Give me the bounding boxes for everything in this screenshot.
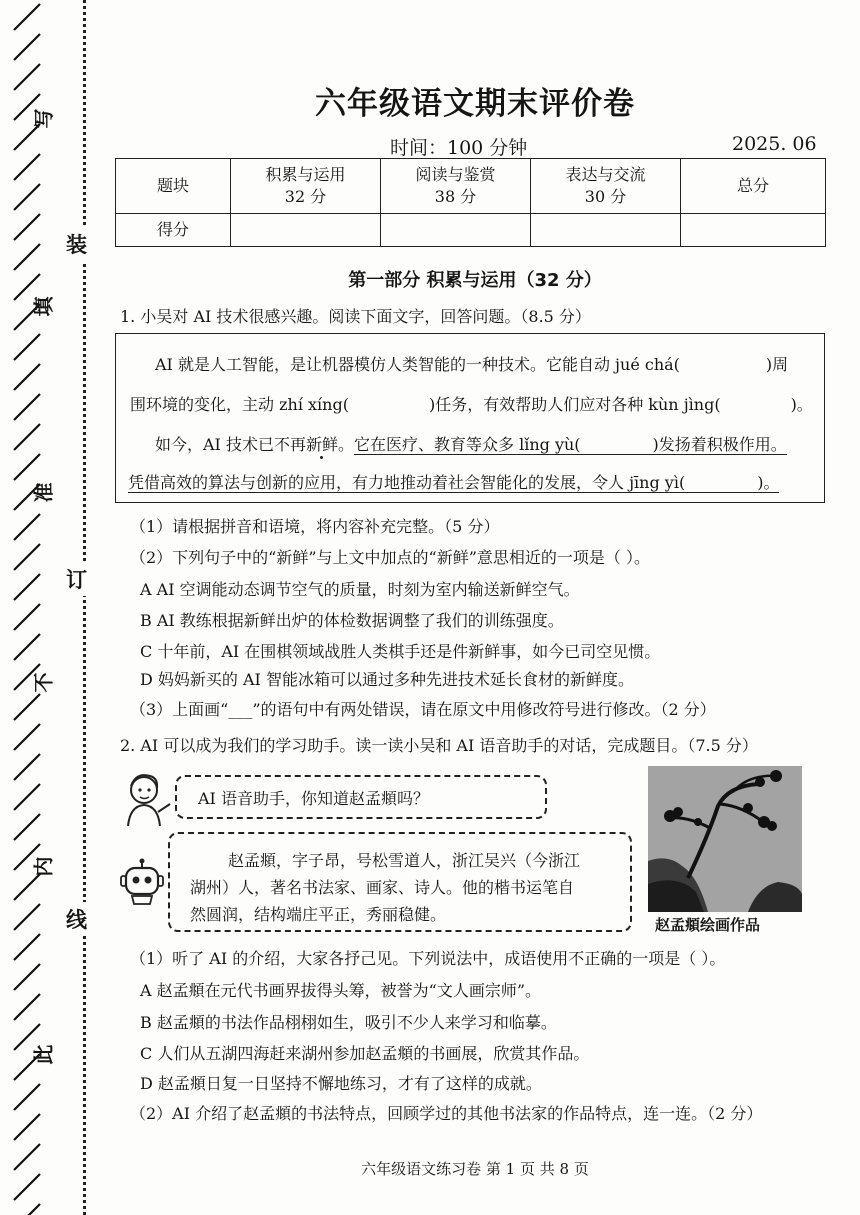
margin-slash [14, 814, 40, 840]
margin-slash [14, 394, 40, 420]
margin-slash [14, 694, 40, 720]
margin-slash [14, 154, 40, 180]
score-cell: 得分 [116, 214, 231, 247]
passage-text: 围环境的变化，主动 zhí xíng( [130, 395, 349, 414]
margin-slash [14, 934, 40, 960]
passage-line-2 [130, 392, 813, 415]
q1-stem: 1. 小吴对 AI 技术很感兴趣。阅读下面文字，回答问题。（8.5 分） [120, 307, 591, 326]
margin-slash [14, 214, 40, 240]
q2-option-b: B 赵孟頫的书法作品栩栩如生，吸引不少人来学习和临摹。 [140, 1013, 557, 1032]
score-cell [381, 214, 531, 247]
margin-slash [14, 904, 40, 930]
margin-slash [14, 784, 40, 810]
q2-option-a: A 赵孟頫在元代书画界拔得头筹，被誉为“文人画宗师”。 [140, 981, 542, 1000]
passage-line-3 [155, 432, 787, 455]
margin-slash [14, 514, 40, 540]
margin-slash [14, 544, 40, 570]
passage-text: )周 [765, 355, 789, 374]
score-cell: 题块 [116, 159, 231, 214]
q2-stem: 2. AI 可以成为我们的学习助手。读一读小吴和 AI 语音助手的对话，完成题目。（7.5 分） [120, 736, 758, 755]
margin-slash [14, 364, 40, 390]
exam-date: 2025. 06 [732, 133, 817, 155]
q1-option-c: C 十年前，AI 在围棋领域战胜人类棋手还是件新鲜事，如今已司空见惯。 [140, 642, 661, 661]
margin-slash [14, 634, 40, 660]
q1-option-d: D 妈妈新买的 AI 智能冰箱可以通过多种先进技术延长食材的新鲜度。 [140, 670, 634, 689]
student-avatar-icon [122, 770, 174, 828]
passage-line-1 [155, 352, 788, 375]
binding-dotted-line [83, 0, 86, 1215]
margin-char-xie: 写 [31, 108, 56, 129]
seal-char-xian: 线 [66, 902, 87, 936]
margin-slash [14, 64, 40, 90]
margin-slash [14, 1174, 40, 1200]
robot-avatar-icon [120, 858, 164, 906]
q1-option-a: A AI 空调能动态调节空气的质量，时刻为室内输送新鲜空气。 [140, 580, 580, 599]
margin-slash [14, 754, 40, 780]
score-table [115, 158, 826, 247]
score-cell: 阅读与鉴赏 38 分 [381, 159, 531, 214]
q1-option-b: B AI 教练根据新鲜出炉的体检数据调整了我们的训练强度。 [140, 611, 564, 630]
score-cell [681, 214, 826, 247]
margin-slash [14, 1144, 40, 1170]
margin-slash [14, 1084, 40, 1110]
margin-char-nei: 内 [31, 856, 56, 877]
score-table-header-row [116, 159, 826, 214]
q2-option-d: D 赵孟頫日复一日坚持不懈地练习，才有了这样的成就。 [140, 1074, 542, 1093]
passage-text: 如今，AI 技术已不再 [155, 435, 306, 454]
score-table-score-row [116, 214, 826, 247]
margin-slash [14, 184, 40, 210]
seal-char-ding: 订 [66, 562, 87, 596]
passage-text: AI 就是人工智能，是让机器模仿人类智能的一种技术。它能自动 jué chá( [155, 355, 680, 374]
margin-slash-pattern [0, 0, 82, 1215]
student-question: AI 语音助手，你知道赵孟頫吗？ [198, 789, 429, 808]
margin-slash [14, 424, 40, 450]
margin-char-bu: 不 [31, 672, 56, 693]
margin-slash [14, 604, 40, 630]
passage-text: )。 [790, 395, 813, 414]
margin-slash [14, 994, 40, 1020]
margin-slash [14, 1204, 40, 1215]
page-title: 六年级语文期末评价卷 [315, 86, 635, 122]
margin-slash [14, 964, 40, 990]
ai-answer-line: 湖州）人，著名书法家、画家、诗人。他的楷书运笔自 [190, 878, 575, 897]
painting-caption: 赵孟頫绘画作品 [655, 916, 761, 934]
score-cell: 积累与运用 32 分 [231, 159, 381, 214]
seal-char-zhuang: 装 [66, 227, 87, 261]
margin-slash [14, 244, 40, 270]
q1-sub1: （1）请根据拼音和语境，将内容补充完整。（5 分） [130, 517, 500, 536]
margin-char-tian: 填 [31, 296, 56, 317]
page-footer: 六年级语文练习卷 第 1 页 共 8 页 [361, 1160, 589, 1178]
margin-slash [14, 34, 40, 60]
score-cell [231, 214, 381, 247]
underlined-text: )。 [757, 473, 780, 492]
q2-sub2: （2）AI 介绍了赵孟頫的书法特点，回顾学过的其他书法家的作品特点，连一连。（2 分） [130, 1104, 763, 1123]
zhao-mengfu-painting-image [648, 766, 802, 912]
margin-slash [14, 874, 40, 900]
margin-slash [14, 454, 40, 480]
margin-char-ci: 此 [31, 1044, 56, 1065]
dotted-word-xinxian: 新鲜 [305, 435, 338, 454]
margin-slash [14, 574, 40, 600]
margin-char-zhun: 准 [31, 482, 56, 503]
q1-sub2: （2）下列句子中的“新鲜”与上文中加点的“新鲜”意思相近的一项是（ ）。 [130, 548, 650, 567]
exam-time: 时间：100 分钟 [390, 137, 528, 159]
passage-text: )任务，有效帮助人们应对各种 kùn jìng( [428, 395, 721, 414]
q2-option-c: C 人们从五湖四海赶来湖州参加赵孟頫的书画展，欣赏其作品。 [140, 1044, 590, 1063]
part1-heading: 第一部分 积累与运用（32 分） [348, 270, 602, 291]
margin-slash [14, 724, 40, 750]
q2-sub1: （1）听了 AI 的介绍，大家各抒己见。下列说法中，成语使用不正确的一项是（ ）。 [130, 949, 726, 968]
score-cell: 表达与交流 30 分 [531, 159, 681, 214]
underlined-text: 凭借高效的算法与创新的应用，有力地推动着社会智能化的发展，令人 jīng yì( [128, 473, 686, 492]
underlined-text: )发扬着积极作用。 [652, 435, 787, 454]
ai-answer-line: 赵孟頫，字子昂，号松雪道人，浙江吴兴（今浙江 [228, 851, 581, 870]
underlined-text: 它在医疗、教育等众多 lǐng yù( [354, 435, 581, 454]
binding-margin [0, 0, 82, 1215]
margin-slash [14, 4, 40, 30]
margin-slash [14, 1114, 40, 1140]
passage-line-4 [128, 470, 779, 493]
ai-answer-line: 然圆润，结构端庄平正，秀丽稳健。 [190, 905, 447, 924]
score-cell [531, 214, 681, 247]
q1-sub3: （3）上面画“___”的语句中有两处错误，请在原文中用修改符号进行修改。（2 分） [130, 700, 716, 719]
score-cell: 总分 [681, 159, 826, 214]
passage-text: 。 [337, 435, 354, 454]
margin-slash [14, 334, 40, 360]
